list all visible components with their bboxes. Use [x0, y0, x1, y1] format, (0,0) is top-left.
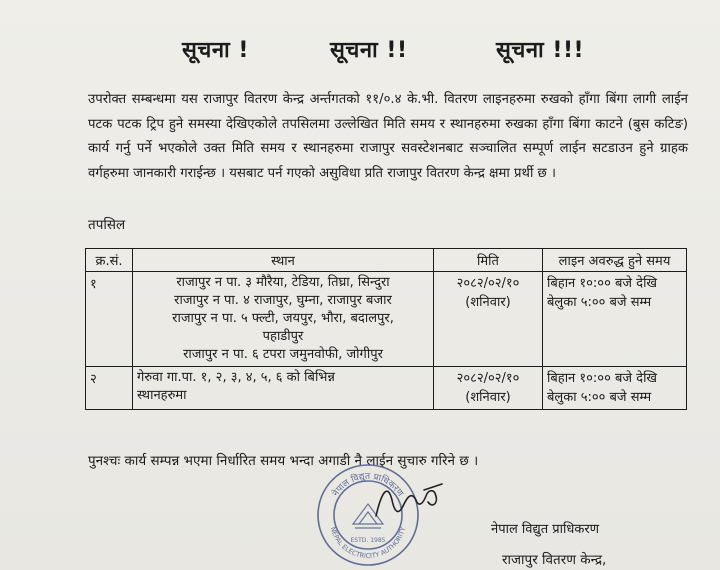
- row-date: २०८२/०२/१०: [456, 371, 520, 386]
- row-serial: १: [86, 272, 133, 367]
- row-date-cell: [434, 367, 543, 410]
- table-header-row: [86, 249, 687, 272]
- schedule-table: [85, 248, 687, 410]
- place-line: राजापुर न पा. ४ राजापुर, घुम्ना, राजापुर बजार: [174, 293, 392, 308]
- signature: [372, 470, 452, 530]
- stamp-top-text: नेपाल विद्युत प्राधिकरण: [331, 471, 405, 499]
- row-place: [133, 367, 434, 410]
- details-label: तपसिल: [88, 217, 126, 233]
- header-time: लाइन अवरुद्ध हुने समय: [543, 249, 687, 272]
- notice-heading-2: सूचना !!: [330, 38, 408, 63]
- row-date-cell: [434, 272, 543, 367]
- table-row: [86, 272, 687, 367]
- row-place: [133, 272, 434, 367]
- row-time-cell: [543, 367, 687, 410]
- table-row: [86, 367, 687, 410]
- row-time-start: बिहान १०:०० बजे देखि: [547, 371, 658, 386]
- notice-headings: [0, 34, 720, 74]
- header-date: मिति: [434, 249, 543, 272]
- row-time-end: बेलुका ५:०० बजे सम्म: [547, 390, 652, 405]
- row-date: २०८२/०२/१०: [456, 276, 520, 291]
- place-line: पहाडीपुर: [262, 329, 304, 344]
- place-line: राजापुर न पा. ५ फ्ल्टी, जयपुर, भौरा, बदालपुर,: [172, 311, 394, 326]
- notice-heading-1: सूचना !: [182, 38, 249, 63]
- place-line: स्थानहरुमा: [137, 388, 187, 403]
- row-time-end: बेलुका ५:०० बजे सम्म: [547, 295, 652, 310]
- postscript-note: पुनश्चः कार्य सम्पन्न भएमा निर्धारित समय भन्दा अगाडी नै लाईन सुचारु गरिने छ ।: [88, 453, 479, 469]
- header-serial: क्र.सं.: [86, 249, 133, 272]
- row-day: (शनिवार): [465, 295, 511, 310]
- row-day: (शनिवार): [465, 390, 511, 405]
- header-place: स्थान: [133, 249, 434, 272]
- notice-paragraph: उपरोक्त सम्बन्धमा यस राजापुर वितरण केन्द्र अर्न्तगतको ११/०.४ के.भी. वितरण लाइनहरुमा रुखको हाँगा बिंगा लागी लाईन पटक पटक ट्रिप हुने समस्या देखिएकोले तपसिलमा उल्लेखित मिति समय र स्थानहरुमा रुखका हाँगा बिंगा काटने (बुस कटिङ) कार्य गर्नु पर्ने भएकोले उक्त मिति समय र स्थानहरुमा राजापुर सवस्टेशनबाट सञ्चालित सम्पूर्ण लाईन सटडाउन हुने ग्राहक वर्गहरुमा जानकारी गराईन्छ । यसबाट पर्न गएको असुविधा प्रति राजापुर वितरण केन्द्र क्षमा प्रर्थी छ ।: [88, 92, 688, 181]
- place-line: राजापुर न पा. ३ मौरैया, टेडिया, तिघ्रा, सिन्दुरा: [176, 275, 390, 290]
- branch-name: राजापुर वितरण केन्द्र,: [502, 552, 607, 568]
- notice-heading-3: सूचना !!!: [496, 38, 585, 63]
- row-time-cell: [543, 272, 687, 367]
- stamp-bottom-text: NEPAL ELECTRICITY AUTHORITY: [328, 526, 408, 560]
- stamp-year: ESTD. 1985: [350, 537, 386, 544]
- place-line: गेरुवा गा.पा. १, २, ३, ४, ५, ६ को बिभिन्न: [137, 370, 335, 385]
- place-line: राजापुर न पा. ६ टपरा जमुनवोफी, जोगीपुर: [183, 347, 383, 362]
- row-time-start: बिहान १०:०० बजे देखि: [547, 276, 658, 291]
- row-serial: २: [86, 367, 133, 410]
- authority-name: नेपाल विद्युत प्राधिकरण: [491, 522, 600, 537]
